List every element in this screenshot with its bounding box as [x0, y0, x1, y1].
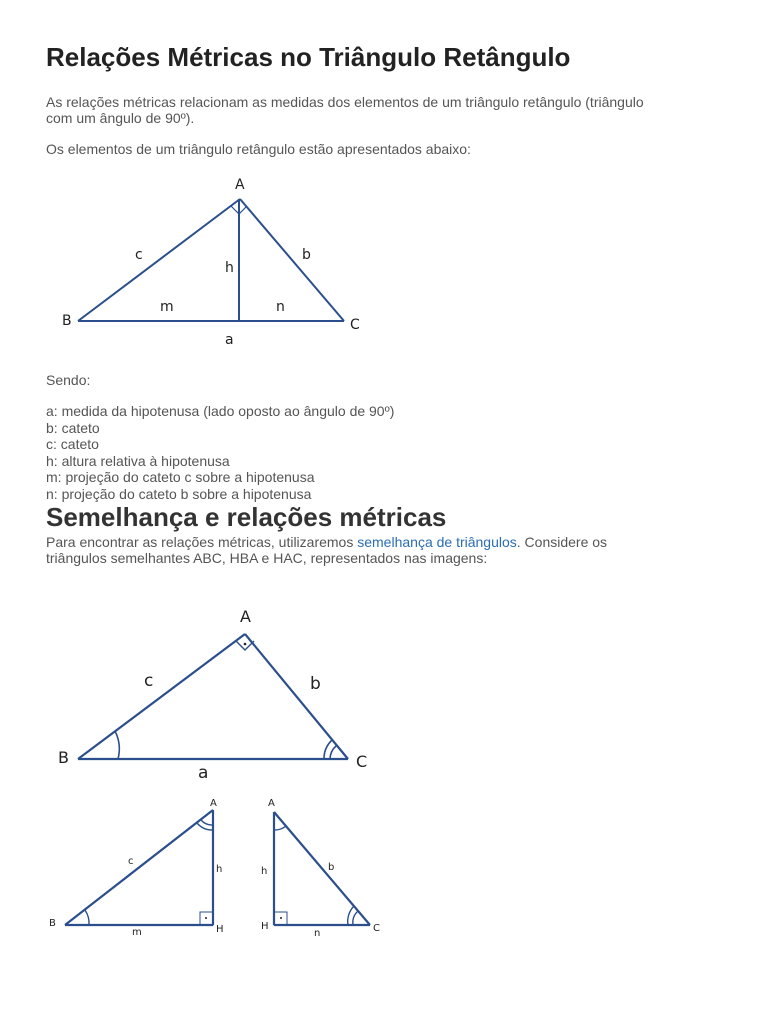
definition-b: b: cateto: [46, 419, 100, 436]
figure-right-triangle-elements: [50, 170, 390, 360]
angle-a-arc-icon: [274, 826, 286, 830]
para-text-after-link: . Considere os: [516, 534, 608, 550]
label-b: b: [310, 674, 321, 694]
right-angle-dot-icon: [244, 643, 247, 646]
intro-line-1: As relações métricas relacionam as medidas dos elementos de um triângulo retângulo (triângulo: [46, 94, 644, 110]
angle-a-arc-2-icon: [201, 820, 213, 825]
figure-triangle-hba: [45, 792, 245, 942]
angle-c-arc-2-icon: [353, 911, 358, 925]
section-heading: Semelhança e relações métricas: [46, 502, 447, 532]
label-a: a: [225, 332, 234, 348]
elements-text: Os elementos de um triângulo retângulo estão apresentados abaixo:: [46, 141, 471, 157]
label-B: B: [49, 918, 56, 929]
label-H: H: [261, 921, 269, 932]
label-m: m: [160, 299, 174, 315]
section-para-line-2: triângulos semelhantes ABC, HBA e HAC, representados nas imagens:: [46, 550, 488, 566]
label-h: h: [261, 866, 268, 877]
label-n: n: [314, 928, 321, 939]
definitions-list: [46, 403, 394, 502]
label-c: c: [144, 671, 154, 691]
side-c-line: [78, 199, 240, 321]
label-B: B: [58, 748, 69, 767]
definition-n: n: projeção do cateto b sobre a hipotenusa: [46, 485, 312, 502]
angle-c-arc-2-icon: [330, 746, 336, 759]
label-C: C: [373, 923, 380, 934]
label-A: A: [268, 798, 275, 809]
intro-line-2: com um ângulo de 90º).: [46, 110, 195, 126]
label-n: n: [276, 299, 285, 315]
label-B: B: [62, 313, 72, 329]
section-para-line-1: [46, 534, 607, 550]
para-text-before-link: Para encontrar as relações métricas, utilizaremos: [46, 534, 358, 550]
side-b-line: [240, 199, 344, 321]
label-A: A: [235, 177, 245, 193]
label-A: A: [210, 798, 217, 809]
label-c: c: [128, 856, 134, 867]
label-b: b: [328, 862, 335, 873]
figure-triangle-abc: [50, 600, 390, 785]
definition-a: a: medida da hipotenusa (lado oposto ao ângulo de 90º): [46, 403, 395, 419]
definition-h: h: altura relativa à hipotenusa: [46, 452, 230, 469]
angle-b-arc-icon: [85, 910, 89, 925]
angle-b-arc-icon: [115, 731, 119, 759]
label-b: b: [302, 247, 311, 263]
definition-m: m: projeção do cateto c sobre a hipotenusa: [46, 469, 315, 485]
label-H: H: [216, 924, 224, 935]
definition-c: c: cateto: [46, 436, 99, 452]
label-m: m: [132, 927, 142, 938]
label-a: a: [198, 763, 209, 783]
label-C: C: [350, 317, 360, 333]
label-c: c: [135, 247, 143, 263]
label-h: h: [216, 864, 223, 875]
figure-triangle-hac: [255, 792, 395, 942]
similarity-link[interactable]: semelhança de triângulos: [357, 534, 517, 550]
label-A: A: [240, 607, 251, 626]
page-title: Relações Métricas no Triângulo Retângulo: [46, 42, 571, 72]
label-C: C: [356, 752, 368, 771]
sendo-text: Sendo:: [46, 372, 91, 388]
label-h: h: [225, 260, 234, 276]
